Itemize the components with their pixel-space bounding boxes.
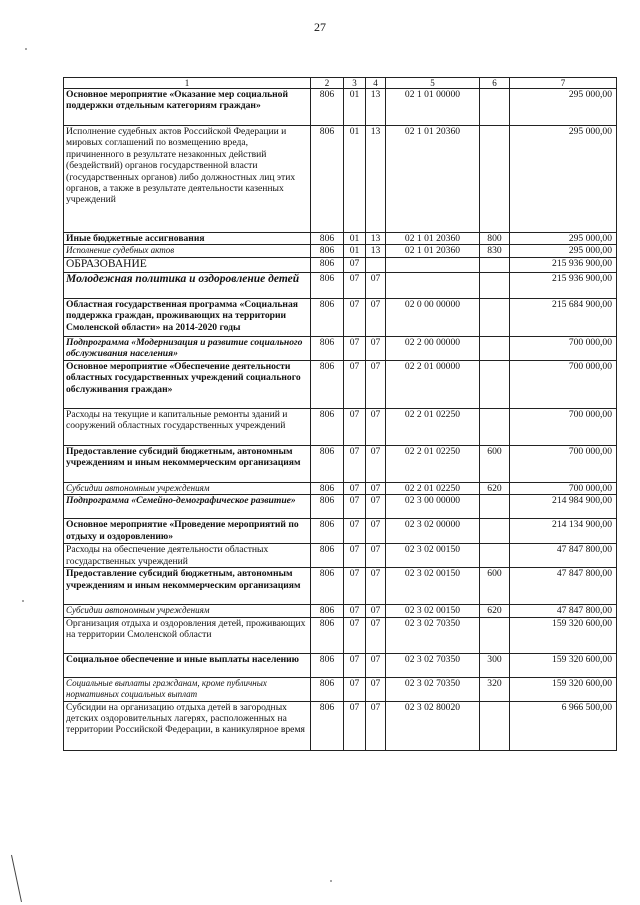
section-cell: 07 <box>344 617 366 653</box>
section-cell: 07 <box>344 336 366 360</box>
target-article-cell: 02 1 01 20360 <box>386 233 480 245</box>
amount-cell: 700 000,00 <box>510 482 617 494</box>
table-row <box>64 298 617 336</box>
section-cell: 07 <box>344 257 366 272</box>
target-article-cell <box>386 257 480 272</box>
target-article-cell: 02 2 00 00000 <box>386 336 480 360</box>
row-name-cell: Субсидии автономным учреждениям <box>64 482 311 494</box>
amount-cell: 215 684 900,00 <box>510 298 617 336</box>
row-name-cell: Субсидии автономным учреждениям <box>64 605 311 617</box>
subsection-cell: 07 <box>366 568 386 605</box>
expense-type-cell: 830 <box>480 245 510 257</box>
amount-cell: 214 134 900,00 <box>510 519 617 544</box>
section-cell: 07 <box>344 677 366 701</box>
section-cell: 07 <box>344 272 366 298</box>
table-row <box>64 482 617 494</box>
grbs-code-cell: 806 <box>311 126 344 233</box>
section-cell: 01 <box>344 89 366 126</box>
expense-type-cell <box>480 257 510 272</box>
table-row <box>64 126 617 233</box>
row-name-cell: Предоставление субсидий бюджетным, автономным учреждениям и иным некоммерческим организациям <box>64 568 311 605</box>
amount-cell: 47 847 800,00 <box>510 605 617 617</box>
row-name-cell: Основное мероприятие «Оказание мер социальной поддержки отдельным категориям граждан» <box>64 89 311 126</box>
expense-type-cell <box>480 519 510 544</box>
section-cell: 07 <box>344 519 366 544</box>
amount-cell: 295 000,00 <box>510 233 617 245</box>
target-article-cell: 02 3 02 00000 <box>386 519 480 544</box>
section-cell: 01 <box>344 245 366 257</box>
table-row <box>64 617 617 653</box>
target-article-cell: 02 2 01 00000 <box>386 360 480 408</box>
amount-cell: 6 966 500,00 <box>510 701 617 750</box>
row-name-cell: Субсидии на организацию отдыха детей в загородных детских оздоровительных лагерях, расположенных на территории Российской Федерации, в каникулярное время <box>64 701 311 750</box>
row-name-cell: Исполнение судебных актов Российской Федерации и мировых соглашений по возмещению вреда, причиненного в результате незаконных действий (бездействий) органов государственной власти (государственных органов) либо должностных лиц этих органов, а также в результате деятельности казенных учреждений <box>64 126 311 233</box>
row-name-cell: Предоставление субсидий бюджетным, автономным учреждениям и иным некоммерческим организациям <box>64 445 311 482</box>
grbs-code-cell: 806 <box>311 495 344 519</box>
table-row <box>64 445 617 482</box>
subsection-cell: 07 <box>366 482 386 494</box>
budget-table <box>63 77 617 751</box>
grbs-code-cell: 806 <box>311 89 344 126</box>
expense-type-cell: 620 <box>480 482 510 494</box>
table-row <box>64 495 617 519</box>
amount-cell: 159 320 600,00 <box>510 617 617 653</box>
table-row <box>64 544 617 568</box>
row-name-cell: Основное мероприятие «Проведение мероприятий по отдыху и оздоровлению» <box>64 519 311 544</box>
grbs-code-cell: 806 <box>311 605 344 617</box>
expense-type-cell: 600 <box>480 445 510 482</box>
header-cell: 2 <box>311 78 344 89</box>
section-cell: 07 <box>344 653 366 677</box>
target-article-cell: 02 1 01 20360 <box>386 245 480 257</box>
table-row <box>64 257 617 272</box>
target-article-cell: 02 2 01 02250 <box>386 408 480 445</box>
subsection-cell: 07 <box>366 677 386 701</box>
section-cell: 07 <box>344 568 366 605</box>
amount-cell: 700 000,00 <box>510 336 617 360</box>
expense-type-cell <box>480 617 510 653</box>
expense-type-cell <box>480 298 510 336</box>
target-article-cell: 02 3 02 00150 <box>386 605 480 617</box>
row-name-cell: Подпрограмма «Семейно-демографическое развитие» <box>64 495 311 519</box>
subsection-cell: 07 <box>366 336 386 360</box>
target-article-cell: 02 3 02 70350 <box>386 653 480 677</box>
subsection-cell: 07 <box>366 298 386 336</box>
expense-type-cell <box>480 495 510 519</box>
subsection-cell <box>366 257 386 272</box>
expense-type-cell: 600 <box>480 568 510 605</box>
amount-cell: 700 000,00 <box>510 445 617 482</box>
grbs-code-cell: 806 <box>311 482 344 494</box>
expense-type-cell: 320 <box>480 677 510 701</box>
amount-cell: 215 936 900,00 <box>510 257 617 272</box>
expense-type-cell <box>480 336 510 360</box>
grbs-code-cell: 806 <box>311 272 344 298</box>
table-header-row <box>64 78 617 89</box>
row-name-cell: Расходы на обеспечение деятельности областных государственных учреждений <box>64 544 311 568</box>
scan-speck <box>22 600 24 602</box>
subsection-cell: 13 <box>366 245 386 257</box>
header-cell: 5 <box>386 78 480 89</box>
expense-type-cell <box>480 126 510 233</box>
section-cell: 07 <box>344 544 366 568</box>
table-row <box>64 272 617 298</box>
subsection-cell: 07 <box>366 495 386 519</box>
header-cell: 7 <box>510 78 617 89</box>
subsection-cell: 07 <box>366 605 386 617</box>
grbs-code-cell: 806 <box>311 701 344 750</box>
table-row <box>64 653 617 677</box>
subsection-cell: 07 <box>366 445 386 482</box>
subsection-cell: 07 <box>366 408 386 445</box>
subsection-cell: 07 <box>366 617 386 653</box>
amount-cell: 47 847 800,00 <box>510 568 617 605</box>
section-cell: 07 <box>344 605 366 617</box>
amount-cell: 47 847 800,00 <box>510 544 617 568</box>
target-article-cell: 02 3 00 00000 <box>386 495 480 519</box>
row-name-cell: Молодежная политика и оздоровление детей <box>64 272 311 298</box>
section-cell: 01 <box>344 233 366 245</box>
page-number: 27 <box>314 20 326 34</box>
header-cell: 3 <box>344 78 366 89</box>
scan-speck <box>25 48 27 50</box>
grbs-code-cell: 806 <box>311 360 344 408</box>
expense-type-cell <box>480 89 510 126</box>
target-article-cell: 02 1 01 00000 <box>386 89 480 126</box>
amount-cell: 159 320 600,00 <box>510 653 617 677</box>
row-name-cell: Социальное обеспечение и иные выплаты населению <box>64 653 311 677</box>
section-cell: 07 <box>344 701 366 750</box>
grbs-code-cell: 806 <box>311 245 344 257</box>
scan-artifact-line <box>11 855 22 902</box>
target-article-cell: 02 0 00 00000 <box>386 298 480 336</box>
grbs-code-cell: 806 <box>311 544 344 568</box>
table-row <box>64 519 617 544</box>
amount-cell: 700 000,00 <box>510 408 617 445</box>
grbs-code-cell: 806 <box>311 568 344 605</box>
amount-cell: 295 000,00 <box>510 89 617 126</box>
section-cell: 07 <box>344 360 366 408</box>
table-row <box>64 89 617 126</box>
header-cell: 1 <box>64 78 311 89</box>
amount-cell: 214 984 900,00 <box>510 495 617 519</box>
row-name-cell: Социальные выплаты гражданам, кроме публичных нормативных социальных выплат <box>64 677 311 701</box>
grbs-code-cell: 806 <box>311 445 344 482</box>
row-name-cell: Основное мероприятие «Обеспечение деятельности областных государственных учреждений социального обслуживания граждан» <box>64 360 311 408</box>
grbs-code-cell: 806 <box>311 408 344 445</box>
subsection-cell: 13 <box>366 233 386 245</box>
table-row <box>64 336 617 360</box>
header-cell: 4 <box>366 78 386 89</box>
grbs-code-cell: 806 <box>311 298 344 336</box>
table-row <box>64 568 617 605</box>
amount-cell: 215 936 900,00 <box>510 272 617 298</box>
target-article-cell: 02 3 02 00150 <box>386 568 480 605</box>
grbs-code-cell: 806 <box>311 257 344 272</box>
row-name-cell: Подпрограмма «Модернизация и развитие социального обслуживания населения» <box>64 336 311 360</box>
target-article-cell: 02 3 02 70350 <box>386 677 480 701</box>
target-article-cell: 02 3 02 80020 <box>386 701 480 750</box>
table-row <box>64 245 617 257</box>
expense-type-cell <box>480 272 510 298</box>
target-article-cell: 02 3 02 00150 <box>386 544 480 568</box>
section-cell: 07 <box>344 495 366 519</box>
row-name-cell: ОБРАЗОВАНИЕ <box>64 257 311 272</box>
target-article-cell: 02 2 01 02250 <box>386 482 480 494</box>
amount-cell: 295 000,00 <box>510 126 617 233</box>
header-cell: 6 <box>480 78 510 89</box>
subsection-cell: 13 <box>366 126 386 233</box>
expense-type-cell: 800 <box>480 233 510 245</box>
row-name-cell: Иные бюджетные ассигнования <box>64 233 311 245</box>
grbs-code-cell: 806 <box>311 677 344 701</box>
expense-type-cell: 300 <box>480 653 510 677</box>
expense-type-cell <box>480 408 510 445</box>
row-name-cell: Исполнение судебных актов <box>64 245 311 257</box>
table-row <box>64 605 617 617</box>
subsection-cell: 07 <box>366 653 386 677</box>
section-cell: 07 <box>344 445 366 482</box>
table-row <box>64 360 617 408</box>
section-cell: 07 <box>344 482 366 494</box>
target-article-cell: 02 2 01 02250 <box>386 445 480 482</box>
table-row <box>64 408 617 445</box>
expense-type-cell <box>480 360 510 408</box>
grbs-code-cell: 806 <box>311 617 344 653</box>
table-row <box>64 701 617 750</box>
expense-type-cell <box>480 701 510 750</box>
grbs-code-cell: 806 <box>311 519 344 544</box>
expense-type-cell: 620 <box>480 605 510 617</box>
subsection-cell: 07 <box>366 544 386 568</box>
table-row <box>64 677 617 701</box>
section-cell: 07 <box>344 298 366 336</box>
amount-cell: 159 320 600,00 <box>510 677 617 701</box>
subsection-cell: 07 <box>366 701 386 750</box>
scan-speck <box>330 880 332 882</box>
grbs-code-cell: 806 <box>311 336 344 360</box>
row-name-cell: Организация отдыха и оздоровления детей, проживающих на территории Смоленской области <box>64 617 311 653</box>
amount-cell: 295 000,00 <box>510 245 617 257</box>
table-row <box>64 233 617 245</box>
section-cell: 07 <box>344 408 366 445</box>
subsection-cell: 13 <box>366 89 386 126</box>
subsection-cell: 07 <box>366 272 386 298</box>
amount-cell: 700 000,00 <box>510 360 617 408</box>
target-article-cell <box>386 272 480 298</box>
row-name-cell: Расходы на текущие и капитальные ремонты зданий и сооружений областных государственных учреждений <box>64 408 311 445</box>
target-article-cell: 02 3 02 70350 <box>386 617 480 653</box>
expense-type-cell <box>480 544 510 568</box>
subsection-cell: 07 <box>366 360 386 408</box>
grbs-code-cell: 806 <box>311 653 344 677</box>
section-cell: 01 <box>344 126 366 233</box>
subsection-cell: 07 <box>366 519 386 544</box>
grbs-code-cell: 806 <box>311 233 344 245</box>
target-article-cell: 02 1 01 20360 <box>386 126 480 233</box>
row-name-cell: Областная государственная программа «Социальная поддержка граждан, проживающих на территории Смоленской области» на 2014-2020 годы <box>64 298 311 336</box>
